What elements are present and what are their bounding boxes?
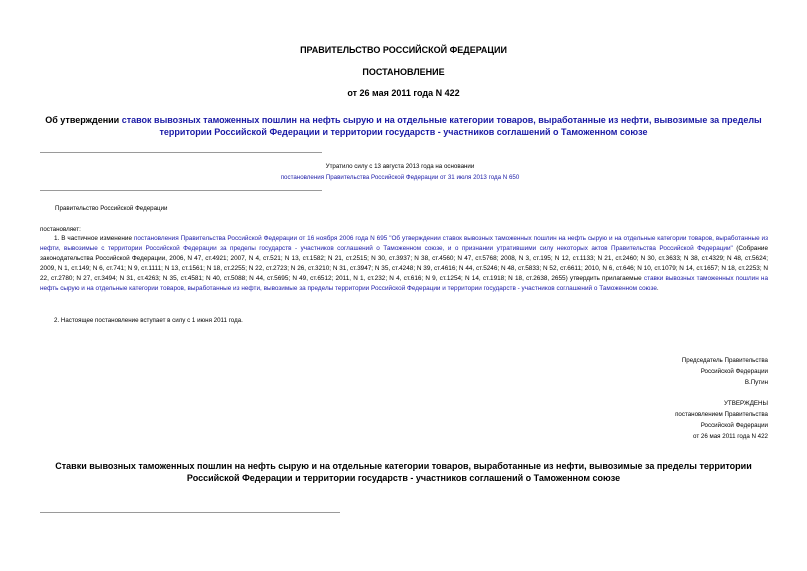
title-link[interactable]: ставок вывозных таможенных пошлин на нефть сырую и на отдельные категории товаров, выработанные из нефти, вывозимые за пределы	[121, 115, 762, 125]
paragraph-1	[40, 234, 768, 294]
divider	[40, 512, 340, 513]
document-date-number: от 26 мая 2011 года N 422	[347, 88, 460, 98]
signature-name: В.Путин	[744, 379, 768, 386]
approval-country: Российской Федерации	[700, 422, 768, 429]
paragraph-1-prefix: 1. В частичное изменение	[54, 235, 134, 242]
status-note: Утратило силу с 13 августа 2013 года на основании	[325, 163, 475, 170]
annex-title-line1: Ставки вывозных таможенных пошлин на нефть сырую и на отдельные категории товаров, выработанные из нефти, вывозимые за пределы территории	[55, 461, 752, 471]
paragraph-1-citations: (Собрание законодательства Российской Федерации, 2006, N 47, ст.4921; 2007, N 4, ст.521; N 13, ст.1582; N 21, ст.2515; N 30, ст.3937; N 38, ст.4560; N 47, ст.5768; 2008, N 3, ст.195; N 12, ст.1133; N 21, ст.2460; N 30, ст.3633; N 38, ст.4329; N 48, ст.5624; 2009, N 1, ст.149; N 6, ст.741; N 9, ст.1111; N 13, ст.1561; N 18, ст.2255; N 22, ст.2723; N 26, ст.3210; N 31, ст.3947; N 35, ст.4248; N 39, ст.4616; N 44, ст.5246; N 48, ст.5833; N 52, ст.6611; 2010, N 6, ст.646; N 10, ст.1079; N 14, ст.1657; N 18, ст.2253; N 22, ст.2780; N 27, ст.3494; N 31, ст.4263; N 35, ст.4581; N 40, ст.5088; N 44, ст.5695; N 49, ст.6512; 2011, N 1, ст.232; N 4, ст.616; N 9, ст.1254; N 14, ст.1918; N 18, ст.2638, 2655) утвердить прилагаемые	[40, 245, 768, 282]
annex-title	[30, 460, 777, 484]
title-prefix: Об утверждении	[45, 115, 122, 125]
document-type: ПОСТАНОВЛЕНИЕ	[362, 67, 445, 77]
divider	[40, 152, 322, 153]
signature-country: Российской Федерации	[700, 368, 768, 375]
signature-block	[560, 355, 768, 388]
divider	[40, 190, 322, 191]
paragraph-1-suffix: .	[656, 285, 659, 292]
approval-date-number: от 26 мая 2011 года N 422	[693, 433, 768, 440]
government-name: ПРАВИТЕЛЬСТВО РОССИЙСКОЙ ФЕДЕРАЦИИ	[300, 45, 507, 55]
document-title	[30, 114, 777, 138]
decrees-line: постановляет:	[40, 226, 81, 233]
rates-link[interactable]: ставки вывозных таможенных пошлин на нефть сырую и на отдельные категории товаров, выработанные из нефти, вывозимые за пределы территории Российской Федерации и территории государств - участников соглашений о Таможенном союзе	[40, 275, 769, 292]
issuer-line: Правительство Российской Федерации	[55, 205, 168, 212]
paragraph-2: 2. Настоящее постановление вступает в силу с 1 июня 2011 года.	[54, 317, 243, 324]
amended-decree-link[interactable]: постановления Правительства Российской Федерации от 16 ноября 2006 года N 695 "Об утверждении ставок вывозных таможенных пошлин на нефть сырую и на отдельные категории товаров, выработанные из нефти, вывозимые с территории Российской Федерации за пределы государств - участников соглашений о Таможенном союзе, и о признании утратившими силу некоторых актов Правительства Российской Федерации"	[40, 235, 769, 252]
annex-title-line2: Российской Федерации и территории государств - участников соглашений о Таможенном союзе	[186, 473, 621, 483]
status-link[interactable]: постановления Правительства Российской Федерации от 31 июля 2013 года N 650	[280, 174, 520, 181]
approval-heading: УТВЕРЖДЕНЫ	[724, 400, 768, 407]
signature-position: Председатель Правительства	[681, 357, 768, 364]
title-link-continued[interactable]: территории Российской Федерации и территории государств - участников соглашений о Таможенном союзе	[159, 127, 648, 137]
approval-block	[560, 398, 768, 442]
approval-by: постановлением Правительства	[675, 411, 768, 418]
